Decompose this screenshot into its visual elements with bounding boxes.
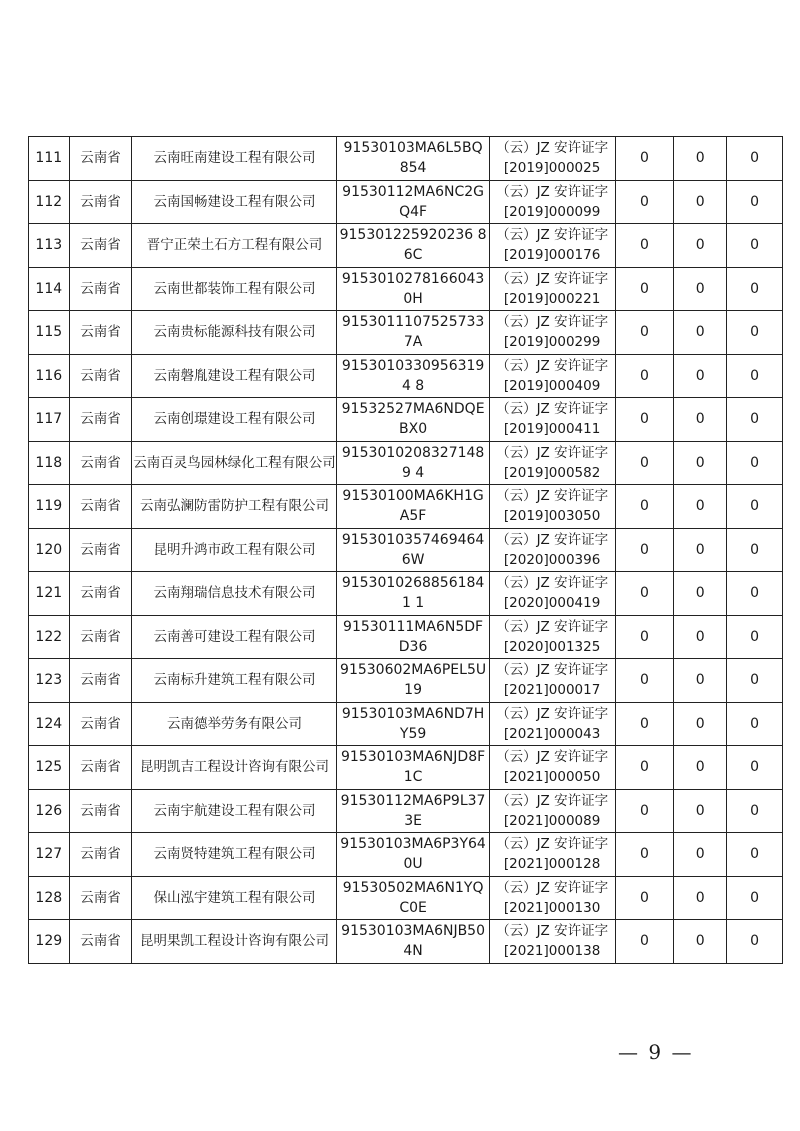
- license-prefix: （云）JZ 安许证字: [496, 749, 609, 766]
- credit-code-cell: 91530112MA6NC2GQ4F: [337, 180, 489, 224]
- row-number-cell: 120: [29, 528, 70, 572]
- row-number-cell: 123: [29, 659, 70, 703]
- count-cell-1: 0: [615, 441, 674, 485]
- row-number-cell: 115: [29, 311, 70, 355]
- count-cell-3: 0: [727, 224, 783, 268]
- license-number: [2021]000017: [503, 682, 601, 699]
- province-cell: 云南省: [69, 876, 132, 920]
- count-cell-3: 0: [727, 311, 783, 355]
- license-prefix: （云）JZ 安许证字: [496, 879, 609, 896]
- company-name-cell: 云南百灵鸟园林绿化工程有限公司: [132, 441, 337, 485]
- table-row: [29, 920, 783, 964]
- count-cell-2: 0: [674, 267, 727, 311]
- company-name-cell: 云南磐胤建设工程有限公司: [132, 354, 337, 398]
- credit-code-cell: 91530502MA6N1YQC0E: [337, 876, 489, 920]
- license-cell: [489, 267, 615, 311]
- count-cell-2: 0: [674, 746, 727, 790]
- province-cell: 云南省: [69, 702, 132, 746]
- province-cell: 云南省: [69, 789, 132, 833]
- count-cell-3: 0: [727, 267, 783, 311]
- row-number-cell: 129: [29, 920, 70, 964]
- license-cell: [489, 920, 615, 964]
- license-cell: [489, 354, 615, 398]
- license-number: [2019]000025: [503, 160, 601, 177]
- count-cell-3: 0: [727, 441, 783, 485]
- table-row: [29, 572, 783, 616]
- count-cell-1: 0: [615, 920, 674, 964]
- province-cell: 云南省: [69, 615, 132, 659]
- count-cell-1: 0: [615, 311, 674, 355]
- province-cell: 云南省: [69, 267, 132, 311]
- table-row: [29, 267, 783, 311]
- license-number: [2019]000411: [503, 421, 601, 438]
- province-cell: 云南省: [69, 224, 132, 268]
- license-number: [2019]000176: [503, 247, 601, 264]
- credit-code-cell: 915301225920236 86C: [337, 224, 489, 268]
- count-cell-3: 0: [727, 920, 783, 964]
- count-cell-3: 0: [727, 180, 783, 224]
- license-prefix: （云）JZ 安许证字: [496, 792, 609, 809]
- count-cell-1: 0: [615, 398, 674, 442]
- company-name-cell: 云南翔瑞信息技术有限公司: [132, 572, 337, 616]
- count-cell-2: 0: [674, 485, 727, 529]
- license-cell: [489, 311, 615, 355]
- count-cell-1: 0: [615, 528, 674, 572]
- license-prefix: （云）JZ 安许证字: [496, 662, 609, 679]
- table-row: [29, 746, 783, 790]
- license-prefix: （云）JZ 安许证字: [496, 836, 609, 853]
- count-cell-3: 0: [727, 659, 783, 703]
- company-name-cell: 云南贵标能源科技有限公司: [132, 311, 337, 355]
- count-cell-2: 0: [674, 224, 727, 268]
- credit-code-cell: 91530103MA6NJD8F1C: [337, 746, 489, 790]
- table-row: [29, 485, 783, 529]
- count-cell-2: 0: [674, 528, 727, 572]
- company-name-cell: 云南标升建筑工程有限公司: [132, 659, 337, 703]
- count-cell-2: 0: [674, 180, 727, 224]
- count-cell-3: 0: [727, 789, 783, 833]
- license-number: [2019]003050: [503, 508, 601, 525]
- license-cell: [489, 441, 615, 485]
- count-cell-1: 0: [615, 659, 674, 703]
- row-number-cell: 126: [29, 789, 70, 833]
- count-cell-1: 0: [615, 485, 674, 529]
- table-row: [29, 789, 783, 833]
- license-prefix: （云）JZ 安许证字: [496, 401, 609, 418]
- license-prefix: （云）JZ 安许证字: [496, 575, 609, 592]
- credit-code-cell: 91530112MA6P9L373E: [337, 789, 489, 833]
- count-cell-3: 0: [727, 833, 783, 877]
- license-prefix: （云）JZ 安许证字: [496, 314, 609, 331]
- company-name-cell: 保山泓宇建筑工程有限公司: [132, 876, 337, 920]
- count-cell-3: 0: [727, 615, 783, 659]
- row-number-cell: 116: [29, 354, 70, 398]
- table-row: [29, 354, 783, 398]
- count-cell-1: 0: [615, 615, 674, 659]
- credit-code-cell: 91530100MA6KH1GA5F: [337, 485, 489, 529]
- count-cell-2: 0: [674, 789, 727, 833]
- license-prefix: （云）JZ 安许证字: [496, 270, 609, 287]
- credit-code-cell: 91530111075257337A: [337, 311, 489, 355]
- row-number-cell: 124: [29, 702, 70, 746]
- license-prefix: （云）JZ 安许证字: [496, 531, 609, 548]
- credit-code-cell: 91530103309563194 8: [337, 354, 489, 398]
- count-cell-2: 0: [674, 398, 727, 442]
- province-cell: 云南省: [69, 746, 132, 790]
- license-number: [2021]000043: [503, 725, 601, 742]
- count-cell-2: 0: [674, 876, 727, 920]
- license-cell: [489, 180, 615, 224]
- row-number-cell: 121: [29, 572, 70, 616]
- count-cell-1: 0: [615, 180, 674, 224]
- license-cell: [489, 702, 615, 746]
- row-number-cell: 117: [29, 398, 70, 442]
- company-name-cell: 云南德举劳务有限公司: [132, 702, 337, 746]
- license-prefix: （云）JZ 安许证字: [496, 357, 609, 374]
- license-cell: [489, 659, 615, 703]
- license-number: [2021]000128: [503, 856, 601, 873]
- row-number-cell: 122: [29, 615, 70, 659]
- province-cell: 云南省: [69, 441, 132, 485]
- company-name-cell: 云南国畅建设工程有限公司: [132, 180, 337, 224]
- row-number-cell: 111: [29, 137, 70, 181]
- license-prefix: （云）JZ 安许证字: [496, 705, 609, 722]
- count-cell-2: 0: [674, 659, 727, 703]
- credit-code-cell: 91530103MA6ND7HY59: [337, 702, 489, 746]
- license-number: [2020]000396: [503, 551, 601, 568]
- row-number-cell: 128: [29, 876, 70, 920]
- count-cell-3: 0: [727, 876, 783, 920]
- row-number-cell: 118: [29, 441, 70, 485]
- count-cell-2: 0: [674, 572, 727, 616]
- credit-code-cell: 91530103MA6P3Y640U: [337, 833, 489, 877]
- table-row: [29, 615, 783, 659]
- province-cell: 云南省: [69, 572, 132, 616]
- row-number-cell: 113: [29, 224, 70, 268]
- page-number: — 9 —: [618, 1040, 694, 1064]
- credit-code-cell: 91530103MA6NJB504N: [337, 920, 489, 964]
- company-name-cell: 晋宁正荣土石方工程有限公司: [132, 224, 337, 268]
- license-number: [2021]000089: [503, 812, 601, 829]
- table-row: [29, 659, 783, 703]
- license-prefix: （云）JZ 安许证字: [496, 183, 609, 200]
- license-prefix: （云）JZ 安许证字: [496, 488, 609, 505]
- count-cell-1: 0: [615, 833, 674, 877]
- company-name-cell: 云南弘澜防雷防护工程有限公司: [132, 485, 337, 529]
- company-name-cell: 云南旺南建设工程有限公司: [132, 137, 337, 181]
- license-number: [2019]000299: [503, 334, 601, 351]
- count-cell-1: 0: [615, 702, 674, 746]
- province-cell: 云南省: [69, 137, 132, 181]
- license-prefix: （云）JZ 安许证字: [496, 618, 609, 635]
- count-cell-2: 0: [674, 354, 727, 398]
- license-cell: [489, 876, 615, 920]
- table-body: [29, 137, 783, 964]
- province-cell: 云南省: [69, 311, 132, 355]
- credit-code-cell: 91530102781660430H: [337, 267, 489, 311]
- table-row: [29, 833, 783, 877]
- province-cell: 云南省: [69, 485, 132, 529]
- credit-code-cell: 91530102688561841 1: [337, 572, 489, 616]
- count-cell-2: 0: [674, 833, 727, 877]
- count-cell-1: 0: [615, 746, 674, 790]
- license-cell: [489, 833, 615, 877]
- row-number-cell: 114: [29, 267, 70, 311]
- province-cell: 云南省: [69, 920, 132, 964]
- license-prefix: （云）JZ 安许证字: [496, 140, 609, 157]
- license-number: [2021]000050: [503, 769, 601, 786]
- count-cell-2: 0: [674, 311, 727, 355]
- credit-code-cell: 91530111MA6N5DFD36: [337, 615, 489, 659]
- credit-code-cell: 91530602MA6PEL5U19: [337, 659, 489, 703]
- province-cell: 云南省: [69, 659, 132, 703]
- row-number-cell: 125: [29, 746, 70, 790]
- license-number: [2019]000099: [503, 203, 601, 220]
- company-name-cell: 云南善可建设工程有限公司: [132, 615, 337, 659]
- credit-code-cell: 91532527MA6NDQEBX0: [337, 398, 489, 442]
- table-row: [29, 224, 783, 268]
- license-number: [2019]000221: [503, 290, 601, 307]
- license-prefix: （云）JZ 安许证字: [496, 227, 609, 244]
- table-row: [29, 528, 783, 572]
- license-cell: [489, 746, 615, 790]
- count-cell-2: 0: [674, 702, 727, 746]
- count-cell-2: 0: [674, 137, 727, 181]
- province-cell: 云南省: [69, 833, 132, 877]
- count-cell-2: 0: [674, 920, 727, 964]
- province-cell: 云南省: [69, 528, 132, 572]
- license-cell: [489, 789, 615, 833]
- credit-code-cell: 91530103MA6L5BQ854: [337, 137, 489, 181]
- table-row: [29, 137, 783, 181]
- license-number: [2020]000419: [503, 595, 601, 612]
- count-cell-3: 0: [727, 485, 783, 529]
- license-cell: [489, 615, 615, 659]
- license-prefix: （云）JZ 安许证字: [496, 923, 609, 940]
- license-number: [2020]001325: [503, 638, 601, 655]
- table-row: [29, 398, 783, 442]
- count-cell-3: 0: [727, 398, 783, 442]
- credit-code-cell: 91530103574694646W: [337, 528, 489, 572]
- count-cell-3: 0: [727, 528, 783, 572]
- company-name-cell: 昆明凯吉工程设计咨询有限公司: [132, 746, 337, 790]
- table-row: [29, 311, 783, 355]
- table-row: [29, 702, 783, 746]
- count-cell-1: 0: [615, 137, 674, 181]
- table-row: [29, 876, 783, 920]
- row-number-cell: 127: [29, 833, 70, 877]
- count-cell-1: 0: [615, 572, 674, 616]
- company-license-table: [28, 136, 783, 964]
- count-cell-1: 0: [615, 267, 674, 311]
- license-number: [2019]000409: [503, 377, 601, 394]
- license-cell: [489, 572, 615, 616]
- company-name-cell: 昆明升鸿市政工程有限公司: [132, 528, 337, 572]
- count-cell-3: 0: [727, 746, 783, 790]
- company-name-cell: 昆明果凯工程设计咨询有限公司: [132, 920, 337, 964]
- company-name-cell: 云南宇航建设工程有限公司: [132, 789, 337, 833]
- province-cell: 云南省: [69, 180, 132, 224]
- table-row: [29, 441, 783, 485]
- province-cell: 云南省: [69, 354, 132, 398]
- row-number-cell: 119: [29, 485, 70, 529]
- license-number: [2021]000138: [503, 943, 601, 960]
- count-cell-1: 0: [615, 789, 674, 833]
- count-cell-1: 0: [615, 224, 674, 268]
- row-number-cell: 112: [29, 180, 70, 224]
- license-prefix: （云）JZ 安许证字: [496, 444, 609, 461]
- count-cell-2: 0: [674, 615, 727, 659]
- count-cell-2: 0: [674, 441, 727, 485]
- count-cell-1: 0: [615, 876, 674, 920]
- license-number: [2019]000582: [503, 464, 601, 481]
- license-number: [2021]000130: [503, 899, 601, 916]
- count-cell-3: 0: [727, 354, 783, 398]
- license-cell: [489, 485, 615, 529]
- company-name-cell: 云南贤特建筑工程有限公司: [132, 833, 337, 877]
- credit-code-cell: 91530102083271489 4: [337, 441, 489, 485]
- count-cell-1: 0: [615, 354, 674, 398]
- license-cell: [489, 224, 615, 268]
- count-cell-3: 0: [727, 572, 783, 616]
- license-cell: [489, 528, 615, 572]
- count-cell-3: 0: [727, 137, 783, 181]
- province-cell: 云南省: [69, 398, 132, 442]
- license-cell: [489, 137, 615, 181]
- table-row: [29, 180, 783, 224]
- license-cell: [489, 398, 615, 442]
- count-cell-3: 0: [727, 702, 783, 746]
- company-name-cell: 云南创璟建设工程有限公司: [132, 398, 337, 442]
- company-name-cell: 云南世都装饰工程有限公司: [132, 267, 337, 311]
